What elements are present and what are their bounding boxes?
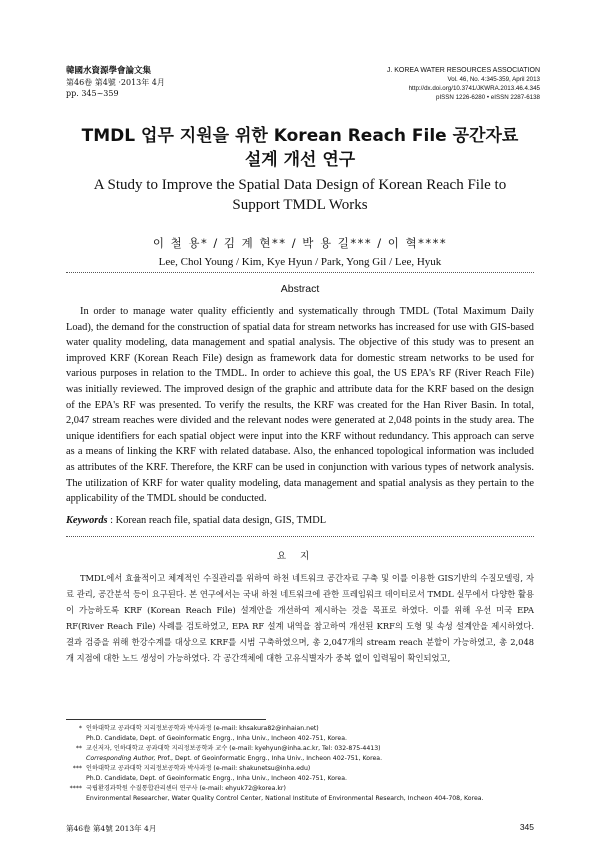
- korean-abstract-body: TMDL에서 효율적이고 체계적인 수질관리를 위하여 하천 네트워크 공간자료 구축 및 이를 이용한 GIS기반의 수질모델링, 자료 관리, 공간분석 등이 요구된다. 본 연구에서는 국내 하천 네트워크에 관한 프레임워크 데이터로서 TMDL 실무에서 다양한 활용이 가능하도록 KRF (Korean Reach File) 설계안을 개선하여 제시하는 것을 목표로 하였다. 이를 위해 우선 미국 EPA RF(River Reach File) 사례를 검토하였고, EPA RF 설계 내역을 참고하여 개선된 KRF의 도형 및 속성 설계안을 제시하였다. 결과 검증을 위해 한강수계를 대상으로 KRF를 시범 구축하였으며, 총 2,047개의 stream reach 분할이 가능하였고, 총 2,048개 지점에 대한 노드 생성이 가능하였다. 각 공간객체에 대한 고유식별자가 중복 없이 입력됨이 확인되었고,: [66, 573, 534, 663]
- footnote-3: *** 인하대학교 공과대학 지리정보공학과 박사과정 (e-mail: shakunetsu@inha.edu): [72, 765, 311, 772]
- divider: [66, 272, 534, 273]
- footnote-2-affiliation: Corresponding Author, Prof., Dept. of Geoinformatic Engrg., Inha Univ., Incheon 402-751, Korea.: [86, 755, 383, 762]
- journal-header-right: [387, 66, 540, 102]
- volume-info: Vol. 46, No. 4:345-359, April 2013: [447, 76, 540, 83]
- footnote-2: ** 교신저자, 인하대학교 공과대학 지리정보공학과 교수 (e-mail: kyehyun@inha.ac.kr, Tel: 032-875-4413): [75, 745, 381, 752]
- authors-english: Lee, Chol Young / Kim, Kye Hyun / Park, Yong Gil / Lee, Hyuk: [158, 256, 442, 268]
- abstract-heading: Abstract: [280, 283, 320, 295]
- footnote-rule: [66, 719, 266, 720]
- title-english: [0, 175, 600, 215]
- footnote-4-affiliation: Environmental Researcher, Water Quality Control Center, National Institute of Environmental Research, Incheon 404-708, Korea.: [86, 795, 484, 802]
- divider: [66, 536, 534, 537]
- keywords-separator: :: [107, 515, 116, 526]
- keywords-text: Korean reach file, spatial data design, GIS, TMDL: [115, 515, 327, 526]
- footnote-1-affiliation: Ph.D. Candidate, Dept. of Geoinformatic Engrg., Inha Univ., Incheon 402-751, Korea.: [86, 735, 347, 742]
- footer-issue: 第46卷 第4號 2013年 4月: [66, 824, 157, 833]
- title-korean: [0, 124, 600, 172]
- title-korean-line1: TMDL 업무 지원을 위한 Korean Reach File 공간자료: [81, 126, 519, 146]
- title-english-line2: Support TMDL Works: [232, 197, 368, 213]
- abstract-body: In order to manage water quality efficiently and systematically through TMDL (Total Maximum Daily Load), the demand for the construction of spatial data for stream networks has increased for use with GIS-based water quality modeling, data management and spatial analysis. The objective of this study was to present an improved KRF (Korean Reach File) design as framework data for domestic stream networks to be used for various purposes in relation to the TMDL. In order to achieve this goal, the US EPA's RF (River Reach File) was initially reviewed. The improved design of the graphic and attribute data for the KRF based on the design of the EPA's RF was presented. To verify the results, the KRF was created for the Han River Basin. In total, 2,047 stream reaches were divided and the relevant nodes were generated at 2,048 points in the study area. The unique identifiers for each spatial object were input into the KRF without redundancy. This approach can serve as a means of linking the KRF with related database. Also, the enhanced topological information was included as attributes of the KRF. Therefore, the KRF can be used in conjunction with various types of network analysis. The utilization of KRF for water quality modeling, data management and spatial analysis as they pertain to the applicability of the TMDL should be conducted.: [66, 306, 534, 505]
- journal-name-ko: 韓國水資源學會論文集: [66, 66, 152, 76]
- title-english-line1: A Study to Improve the Spatial Data Design of Korean Reach File to: [93, 177, 507, 193]
- journal-header-left: [66, 66, 165, 99]
- page-range: pp. 345~359: [66, 89, 119, 98]
- authors-korean: 이 철 용* / 김 계 현** / 박 용 길*** / 이 혁****: [152, 236, 448, 250]
- footnote-3-affiliation: Ph.D. Candidate, Dept. of Geoinformatic Engrg., Inha Univ., Incheon 402-751, Korea.: [86, 775, 347, 782]
- keywords: [66, 515, 534, 526]
- page-number: 345: [519, 822, 534, 832]
- title-korean-line2: 설계 개선 연구: [244, 150, 356, 170]
- footnote-4: **** 국립환경과학원 수질통합관리센터 연구사 (e-mail: ehyuk72@korea.kr): [69, 785, 286, 792]
- keywords-label: Keywords: [66, 515, 108, 526]
- korean-abstract-heading: 요지: [276, 551, 324, 562]
- footnote-1: * 인하대학교 공과대학 지리정보공학과 박사과정 (e-mail: khsakura82@inhaian.net): [78, 725, 319, 732]
- issue-ko: 第46卷 第4號 ·2013年 4月: [66, 78, 165, 87]
- issn: pISSN 1226-6280 • eISSN 2287-6138: [436, 94, 540, 101]
- doi-link[interactable]: http://dx.doi.org/10.3741/JKWRA.2013.46.4.345: [408, 85, 540, 92]
- footnotes: [66, 724, 546, 804]
- journal-name-en: J. KOREA WATER RESOURCES ASSOCIATION: [386, 67, 540, 74]
